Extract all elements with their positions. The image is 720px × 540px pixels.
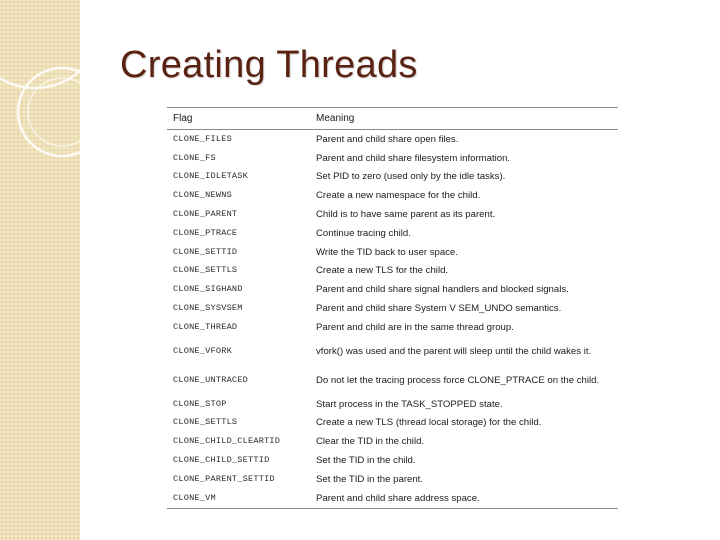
table-row — [167, 366, 618, 395]
clone-flags-table — [167, 107, 618, 509]
flag-cell: CLONE_CHILD_CLEARTID — [173, 436, 281, 447]
flag-cell: CLONE_CHILD_SETTID — [173, 455, 270, 466]
decorative-side-strip — [0, 0, 80, 540]
meaning-cell: vfork() was used and the parent will sleep until the child wakes it. — [316, 345, 592, 357]
flag-cell: CLONE_FS — [173, 152, 216, 163]
flag-cell: CLONE_IDLETASK — [173, 171, 248, 182]
flag-cell: CLONE_STOP — [173, 398, 227, 409]
table-row — [167, 262, 618, 281]
table-row — [167, 243, 618, 262]
flag-cell: CLONE_SIGHAND — [173, 284, 243, 295]
table-row — [167, 168, 618, 187]
slide-title: Creating Threads — [120, 44, 418, 86]
flag-cell: CLONE_PTRACE — [173, 227, 238, 238]
meaning-cell: Parent and child share address space. — [310, 489, 618, 508]
table-header-row — [167, 108, 618, 130]
meaning-cell: Set the TID in the parent. — [316, 473, 424, 485]
meaning-cell: Parent and child share System V SEM_UNDO semantics. — [316, 303, 562, 315]
meaning-cell: Parent and child share open files. — [316, 133, 459, 145]
table-row — [167, 318, 618, 337]
table-row — [167, 205, 618, 224]
meaning-cell: Create a new TLS for the child. — [316, 265, 449, 277]
flag-cell: CLONE_NEWNS — [173, 190, 232, 201]
table-row — [167, 432, 618, 451]
flag-cell: CLONE_PARENT — [173, 209, 238, 220]
meaning-cell: Write the TID back to user space. — [316, 246, 459, 258]
table-row — [167, 280, 618, 299]
flag-cell: CLONE_FILES — [173, 133, 232, 144]
meaning-cell: Set PID to zero (used only by the idle tasks). — [316, 171, 506, 183]
table-row — [167, 130, 618, 149]
table-row — [167, 224, 618, 243]
meaning-cell: Child is to have same parent as its parent. — [316, 209, 496, 221]
table-row — [167, 451, 618, 470]
meaning-cell: Create a new namespace for the child. — [316, 190, 481, 202]
table-row — [167, 395, 618, 414]
table-row — [167, 149, 618, 168]
column-header-flag: Flag — [167, 108, 310, 130]
meaning-cell: Set the TID in the child. — [316, 455, 416, 467]
table-row — [167, 337, 618, 366]
meaning-cell: Start process in the TASK_STOPPED state. — [316, 398, 503, 410]
meaning-cell: Parent and child share filesystem information. — [316, 152, 511, 164]
meaning-cell: Parent and child share signal handlers and blocked signals. — [316, 284, 569, 296]
column-header-meaning: Meaning — [310, 108, 618, 130]
table-row — [167, 414, 618, 433]
table-row — [167, 299, 618, 318]
flag-cell: CLONE_PARENT_SETTID — [173, 473, 275, 484]
meaning-cell: Do not let the tracing process force CLONE_PTRACE on the child. — [316, 374, 600, 386]
flag-cell: CLONE_SETTLS — [173, 265, 238, 276]
flag-cell: CLONE_SETTID — [173, 246, 238, 257]
flag-cell: CLONE_VM — [167, 489, 310, 508]
flag-cell: CLONE_VFORK — [173, 345, 232, 356]
flag-cell: CLONE_SETTLS — [173, 417, 238, 428]
table-row — [167, 470, 618, 489]
flag-cell: CLONE_UNTRACED — [173, 374, 248, 385]
table-row — [167, 186, 618, 205]
meaning-cell: Parent and child are in the same thread group. — [316, 321, 514, 333]
table-row — [167, 489, 618, 508]
meaning-cell: Create a new TLS (thread local storage) for the child. — [316, 417, 542, 429]
meaning-cell: Clear the TID in the child. — [316, 436, 425, 448]
table-body — [167, 130, 618, 509]
meaning-cell: Continue tracing child. — [316, 227, 411, 239]
flag-cell: CLONE_SYSVSEM — [173, 303, 243, 314]
flag-cell: CLONE_THREAD — [173, 321, 238, 332]
